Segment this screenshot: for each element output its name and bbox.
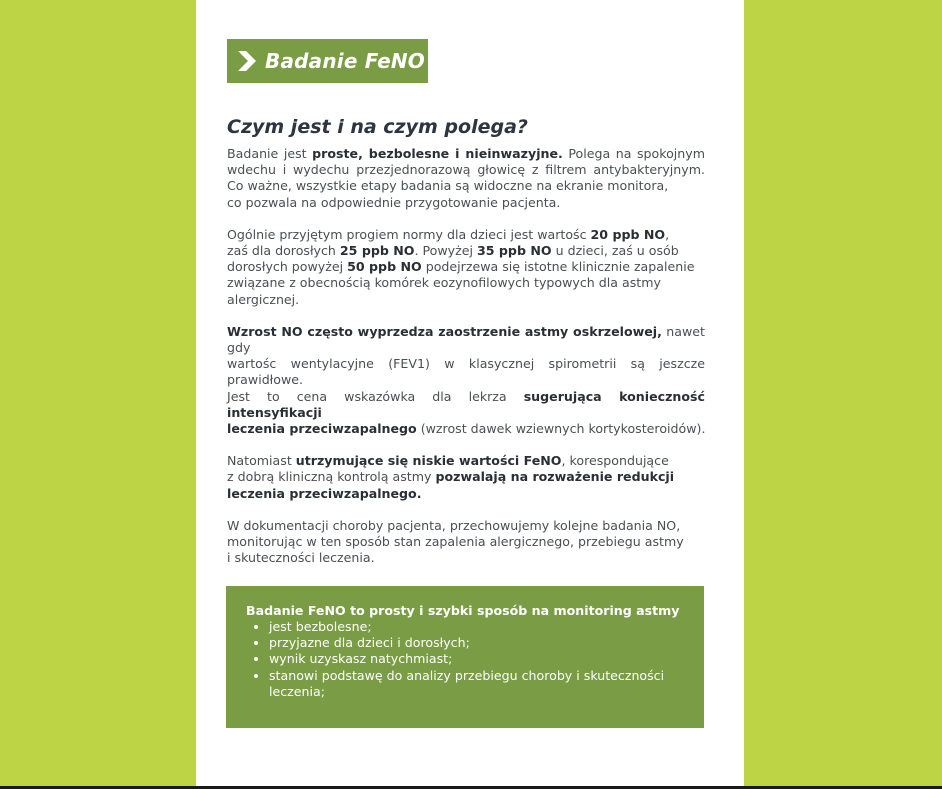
bullet-icon <box>254 625 258 629</box>
text-line: Co ważne, wszystkie etapy badania są widoczne na ekranie monitora, <box>227 178 669 194</box>
list-item <box>246 635 690 651</box>
list-item-text: stanowi podstawę do analizy przebiegu choroby i skuteczności leczenia; <box>269 667 665 699</box>
bold-run: proste, bezbolesne i nieinwazyjne. <box>312 146 563 161</box>
list-item-text: przyjazne dla dzieci i dorosłych; <box>269 635 470 651</box>
text-run: z dobrą kliniczną kontrolą astmy <box>227 469 436 485</box>
text-run: Jest to cena wskazówka dla lekrza <box>227 388 524 404</box>
text-line <box>227 227 705 243</box>
text-line <box>227 243 705 259</box>
text-line: i skuteczności leczenia. <box>227 550 375 566</box>
text-line: związane z obecnością komórek eozynofilowych typowych dla astmy <box>227 275 661 291</box>
header-badge <box>227 39 428 83</box>
text-run: , <box>665 226 670 242</box>
bold-run: utrzymujące się niskie wartości FeNO <box>295 453 562 469</box>
list-item <box>246 651 690 667</box>
text-line <box>227 486 705 502</box>
text-line <box>227 324 705 356</box>
bold-run: leczenia przeciwzapalnego <box>227 421 417 437</box>
text-line <box>227 453 705 469</box>
bold-run: Wzrost NO często wyprzedza zaostrzenie astmy oskrzelowej, <box>227 323 662 339</box>
text-line: W dokumentacji choroby pacjenta, przechowujemy kolejne badania NO, <box>227 517 681 533</box>
paragraph-documentation <box>227 518 705 567</box>
text-run: Polega na spokojnym <box>562 146 705 161</box>
text-line <box>227 469 705 485</box>
text-run: Badanie jest <box>227 146 313 161</box>
callout-title: Badanie FeNO to prosty i szybki sposób na monitoring astmy <box>246 603 680 618</box>
text-line: wartośc wentylacyjne (FEV1) w klasycznej spirometrii są jeszcze prawidłowe. <box>227 356 705 388</box>
bold-run: sugerująca konieczność intensyfikacji <box>227 388 705 420</box>
paragraph-norms <box>227 227 705 308</box>
text-run: Ogólnie przyjętym progiem normy dla dzieci jest wartośc <box>227 226 591 242</box>
list-item-text: jest bezbolesne; <box>269 619 372 634</box>
paragraph-increase <box>227 324 705 437</box>
list-item <box>246 619 690 635</box>
text-line: alergicznej. <box>227 291 300 307</box>
body-text <box>227 146 705 566</box>
text-run: nawet gdy <box>227 323 705 356</box>
text-line <box>227 259 705 275</box>
bullet-icon <box>254 674 258 678</box>
bold-run: 35 ppb NO <box>477 243 552 259</box>
text-run: u dzieci, zaś u osób <box>551 243 679 259</box>
bold-run: pozwalają na rozważenie redukcji <box>435 469 675 485</box>
paragraph-low-values <box>227 453 705 502</box>
list-item-text: wynik uzyskasz natychmiast; <box>269 651 453 667</box>
section-title: Czym jest i na czym polega? <box>227 116 528 138</box>
list-item <box>246 668 690 700</box>
paragraph-intro <box>227 146 705 211</box>
bullet-icon <box>254 657 258 661</box>
bullet-icon <box>254 641 258 645</box>
text-run: Natomiast <box>227 453 296 469</box>
text-run: zaś dla dorosłych <box>227 243 340 259</box>
benefits-list <box>246 619 690 700</box>
text-line <box>227 421 705 437</box>
text-line: wdechu i wydechu przezjednorazową głowicę z filtrem antybakteryjnym. <box>227 162 705 178</box>
text-run: . Powyżej <box>414 243 477 259</box>
text-run: (wzrost dawek wziewnych kortykosteroidów). <box>416 421 706 437</box>
summary-callout <box>226 586 704 728</box>
text-line <box>227 146 705 162</box>
text-line: co pozwala na odpowiednie przygotowanie pacjenta. <box>227 194 561 210</box>
bold-run: 50 ppb NO <box>347 259 422 275</box>
text-run: podejrzewa się istotne klinicznie zapalenie <box>421 259 695 275</box>
bold-run: 25 ppb NO <box>339 243 415 259</box>
text-run: , korespondujące <box>561 453 669 469</box>
text-line <box>227 389 705 421</box>
bold-run: 20 ppb NO <box>590 226 666 242</box>
text-run: dorosłych powyżej <box>227 259 348 275</box>
bold-run: leczenia przeciwzapalnego. <box>227 485 422 501</box>
text-line: monitorując w ten sposób stan zapalenia alergicznego, przebiegu astmy <box>227 534 684 550</box>
header-title: Badanie FeNO <box>265 49 425 73</box>
document-page <box>196 0 744 786</box>
chevron-right-icon <box>236 49 258 73</box>
